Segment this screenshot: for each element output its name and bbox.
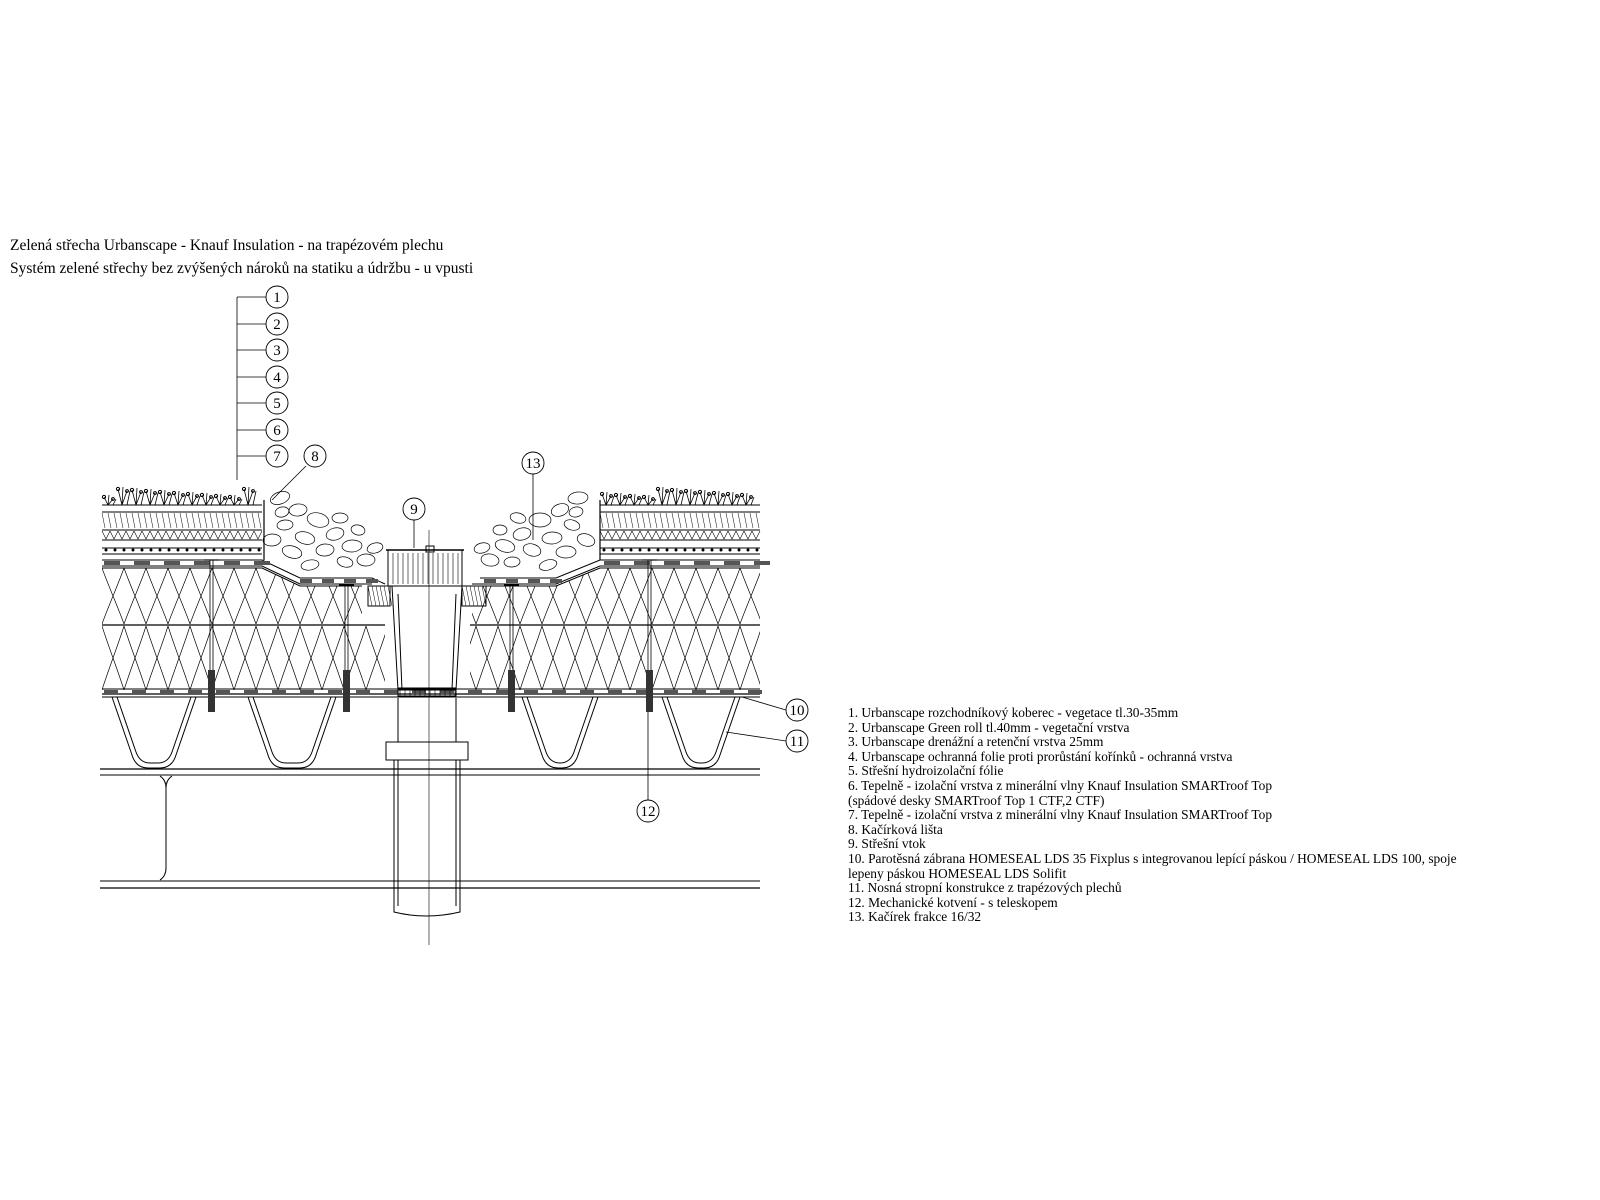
callout-label: 4 — [273, 370, 281, 386]
gravel-stops — [264, 500, 600, 560]
legend-item: 10. Parotěsná zábrana HOMESEAL LDS 35 Fixplus s integrovanou lepící páskou / HOMESEAL LDS 100, spoje — [848, 850, 1457, 866]
legend-item: 11. Nosná stropní konstrukce z trapézových plechů — [848, 880, 1122, 896]
callout-3 — [237, 339, 288, 361]
callout-label: 1 — [273, 290, 281, 306]
callout-label: 13 — [525, 456, 541, 472]
callout-label: 7 — [273, 449, 281, 465]
callout-label: 6 — [273, 423, 281, 439]
callout-1 — [237, 286, 288, 308]
insulation-hatch — [80, 568, 784, 624]
legend-item: 12. Mechanické kotvení - s teleskopem — [848, 894, 1058, 910]
legend-item: 6. Tepelně - izolační vrstva z minerální vlny Knauf Insulation SMARTroof Top — [848, 777, 1273, 793]
legend-item: 8. Kačírková lišta — [848, 821, 943, 837]
legend-item: 2. Urbanscape Green roll tl.40mm - vegetační vrstva — [848, 719, 1130, 735]
callout-label: 10 — [789, 703, 805, 719]
legend-list — [848, 706, 1457, 925]
insulation-hatch — [80, 626, 784, 690]
roof-drain — [368, 530, 486, 945]
legend-item: 1. Urbanscape rozchodníkový koberec - vegetace tl.30-35mm — [848, 705, 1179, 720]
drawing-title: Zelená střecha Urbanscape - Knauf Insulation - na trapézovém plechu — [10, 237, 444, 254]
legend-item: 7. Tepelně - izolační vrstva z minerální vlny Knauf Insulation SMARTroof Top — [848, 807, 1273, 823]
legend-item: 5. Střešní hydroizolační fólie — [848, 763, 1004, 779]
callout-11 — [726, 730, 808, 752]
drawing-subtitle: Systém zelené střechy bez zvýšených nároků na statiku a údržbu - u vpusti — [10, 260, 474, 277]
callout-6 — [237, 419, 288, 441]
legend-item: 9. Střešní vtok — [848, 836, 926, 852]
legend-item: 3. Urbanscape drenážní a retenční vrstva 25mm — [848, 734, 1104, 750]
green-layers-right — [600, 487, 760, 554]
callout-label: 3 — [273, 343, 281, 359]
callout-label: 2 — [273, 317, 281, 333]
vegetation-right — [600, 487, 754, 505]
callout-label: 9 — [410, 502, 418, 518]
callout-label: 11 — [789, 734, 805, 750]
legend-item: lepeny páskou HOMESEAL LDS Solifit — [848, 865, 1067, 881]
callout-label: 8 — [311, 449, 319, 465]
callout-2 — [237, 313, 288, 335]
trapezoidal-deck — [102, 694, 760, 768]
gravel — [263, 489, 597, 572]
callout-label: 5 — [273, 396, 281, 412]
green-layers-left — [102, 487, 262, 554]
legend-item: 4. Urbanscape ochranná folie proti prorůstání kořínků - ochranná vrstva — [848, 748, 1233, 764]
callout-7 — [237, 445, 288, 467]
callout-12 — [637, 712, 659, 822]
callout-label: 12 — [640, 804, 656, 820]
legend-item: (spádové desky SMARTroof Top 1 CTF,2 CTF) — [848, 792, 1105, 808]
steel-beam — [100, 769, 760, 888]
callout-5 — [237, 392, 288, 414]
vegetation-left — [102, 487, 256, 505]
legend-item: 13. Kačírek frakce 16/32 — [848, 909, 982, 925]
callout-10 — [742, 697, 808, 721]
membrane — [102, 560, 770, 584]
callout-4 — [237, 366, 288, 388]
callout-9 — [403, 498, 425, 548]
